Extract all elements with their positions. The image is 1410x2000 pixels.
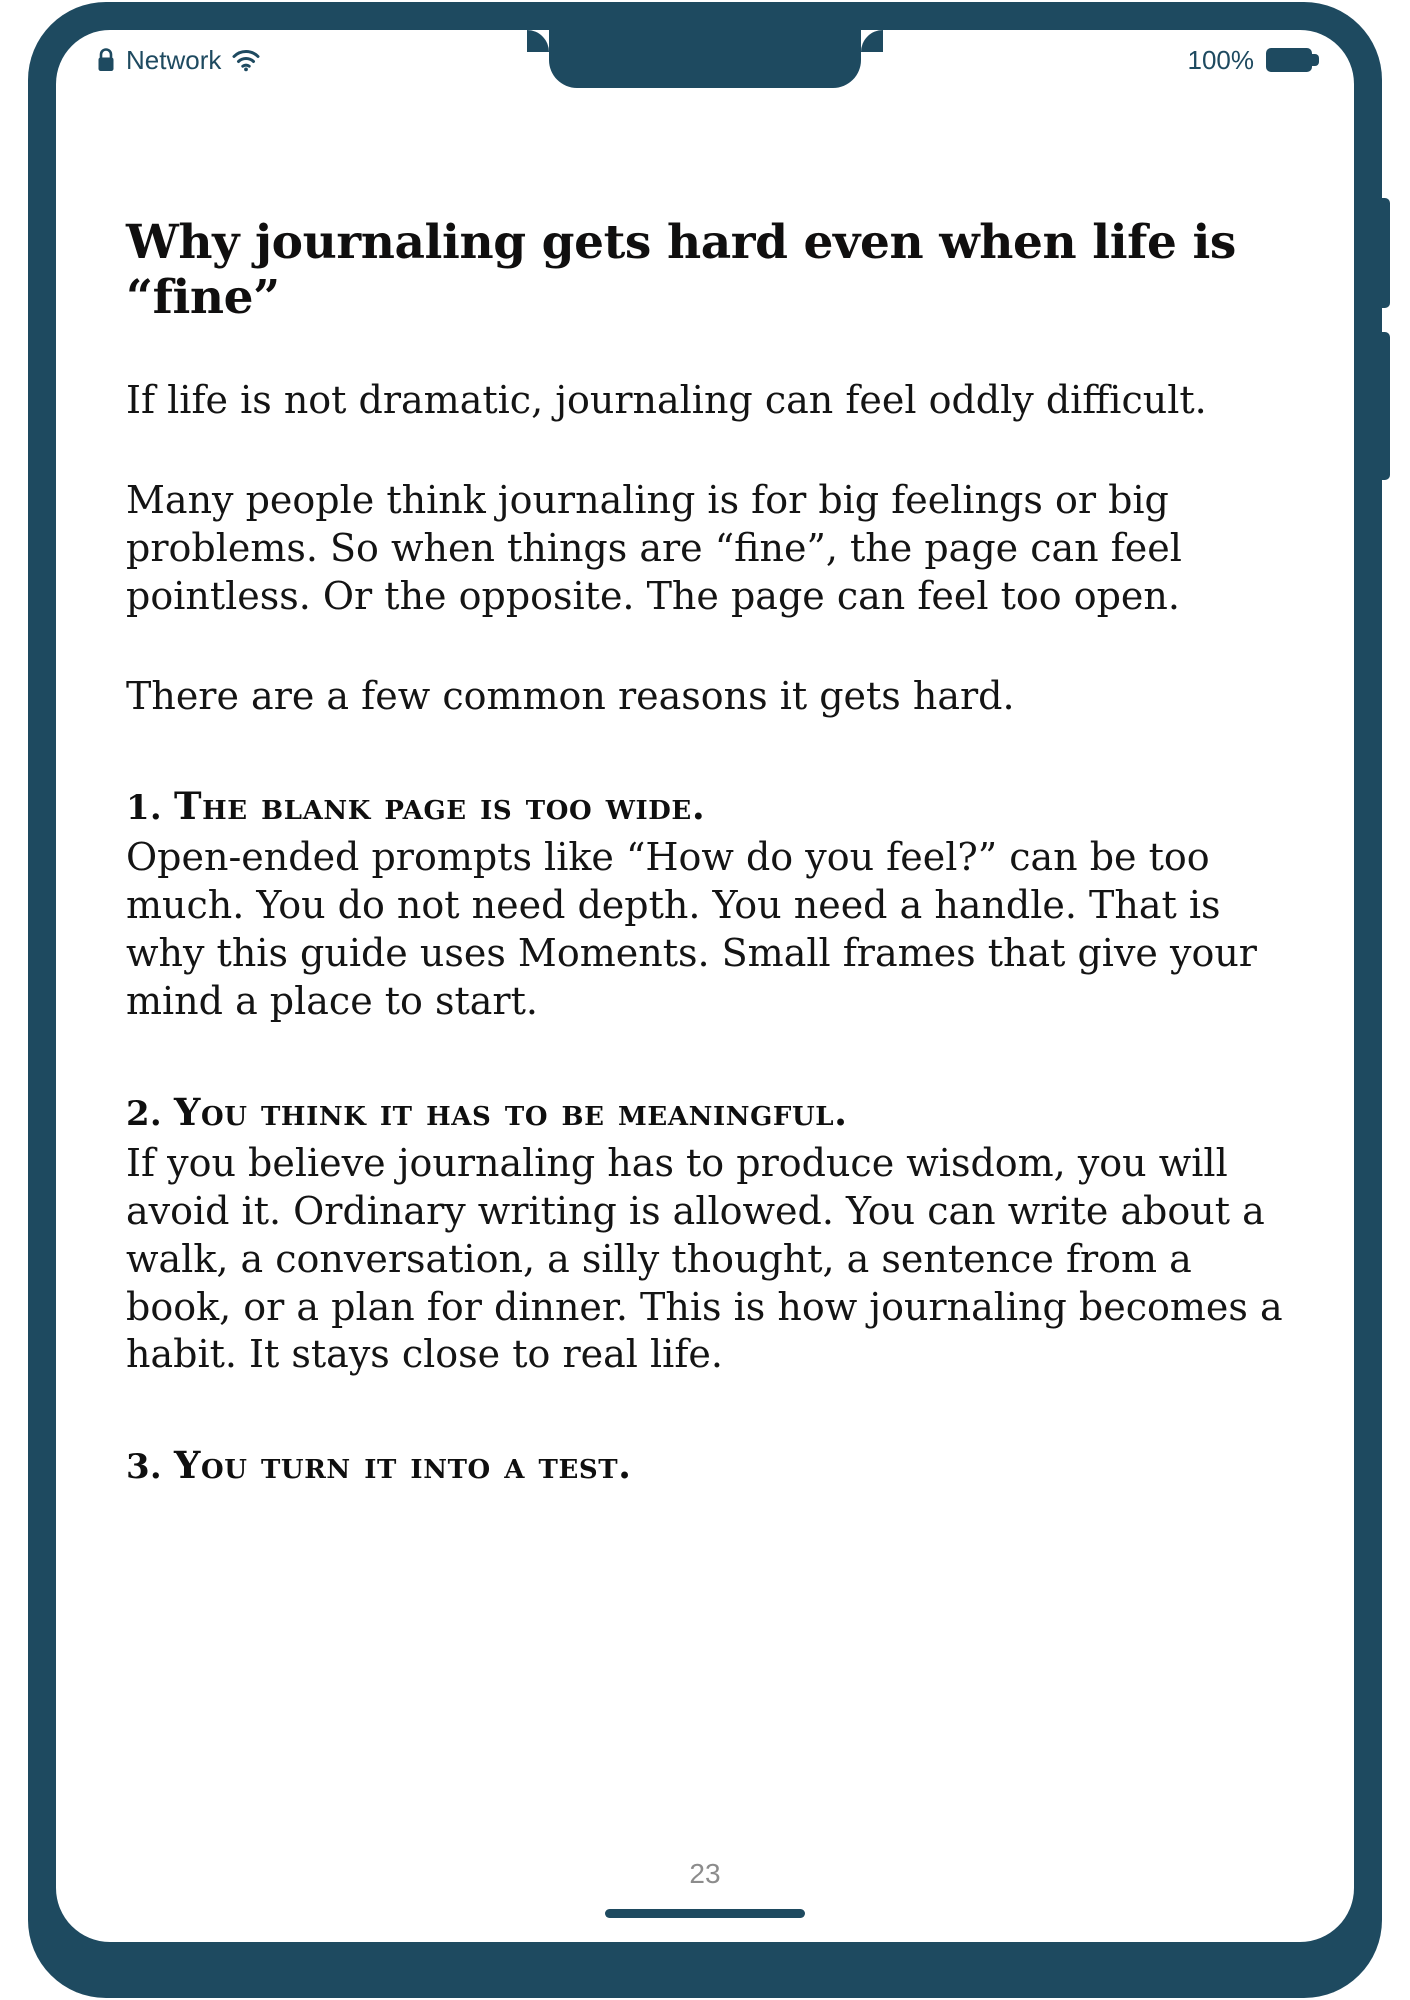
battery-full-icon	[1266, 48, 1312, 72]
battery-percent-label: 100%	[1187, 44, 1254, 75]
lock-icon	[96, 47, 116, 73]
reason-number-2: 2.	[126, 1093, 162, 1134]
wifi-icon	[231, 48, 261, 72]
reason-number-3: 3.	[126, 1447, 162, 1488]
reason-body-1: Open-ended prompts like “How do you feel?” can be too much. You do not need depth. You need a handle. That is why this guide uses Moments. Small frames that give your mind a place to start.	[126, 835, 1257, 1024]
volume-up-button[interactable]	[1380, 198, 1390, 308]
page-content	[56, 130, 1354, 1487]
carrier-label: Network	[126, 44, 222, 75]
status-bar-left	[96, 45, 261, 76]
body-paragraph-2: Many people think journaling is for big feelings or big problems. So when things are “fine”, the page can feel pointless. Or the opposite. The page can feel too open.	[126, 477, 1182, 618]
page-footer	[56, 1822, 1354, 1942]
body-paragraph-3: There are a few common reasons it gets hard.	[126, 673, 1015, 718]
page-number: 23	[689, 1858, 721, 1889]
reason-title-2: You think it has to be meaningful.	[173, 1089, 848, 1134]
reason-body-2: If you believe journaling has to produce wisdom, you will avoid it. Ordinary writing is allowed. You can write about a walk, a conversation, a silly thought, a sentence from a book, or a plan for dinner. This is how journaling becomes a habit. It stays close to real life.	[126, 1140, 1283, 1377]
reason-heading-2	[126, 1090, 1284, 1134]
reason-heading-1	[126, 784, 1284, 828]
reason-title-1: The blank page is too wide.	[173, 784, 706, 829]
status-bar-right	[1188, 45, 1313, 76]
status-bar	[56, 30, 1354, 90]
page-title: Why journaling gets hard even when life is “fine”	[126, 215, 1236, 325]
home-indicator[interactable]	[605, 1909, 805, 1918]
device-screen	[56, 30, 1354, 1942]
reason-heading-3	[126, 1443, 1284, 1487]
reason-number-1: 1.	[126, 788, 162, 829]
device-frame	[28, 2, 1382, 1998]
volume-down-button[interactable]	[1380, 332, 1390, 480]
reason-title-3: You turn it into a test.	[173, 1443, 632, 1488]
intro-paragraph: If life is not dramatic, journaling can feel oddly difficult.	[126, 378, 1207, 423]
